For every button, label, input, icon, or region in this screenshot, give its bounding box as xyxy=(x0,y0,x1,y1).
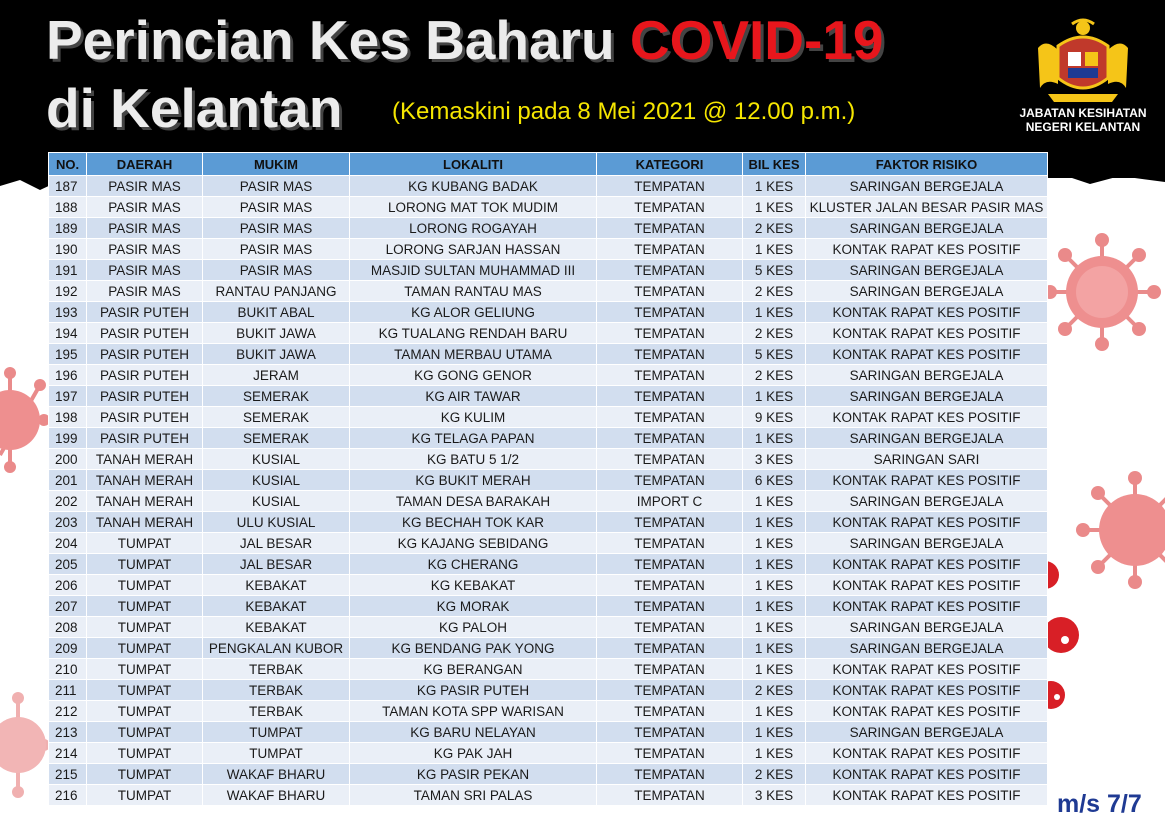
cell-no: 190 xyxy=(49,239,87,260)
cell-bil-kes: 6 KES xyxy=(743,470,806,491)
cell-kategori: TEMPATAN xyxy=(597,596,743,617)
cell-bil-kes: 1 KES xyxy=(743,512,806,533)
cell-mukim: KUSIAL xyxy=(203,470,350,491)
cell-daerah: TUMPAT xyxy=(87,617,203,638)
cell-mukim: TERBAK xyxy=(203,659,350,680)
cell-lokaliti: KG CHERANG xyxy=(350,554,597,575)
cell-daerah: TUMPAT xyxy=(87,596,203,617)
cell-no: 212 xyxy=(49,701,87,722)
cell-daerah: TUMPAT xyxy=(87,680,203,701)
virus-illustration-icon xyxy=(0,690,48,800)
column-header-lokaliti: LOKALITI xyxy=(350,153,597,176)
table-row xyxy=(49,512,1048,533)
cell-faktor-risiko: SARINGAN BERGEJALA xyxy=(806,491,1048,512)
cell-mukim: SEMERAK xyxy=(203,428,350,449)
cell-mukim: WAKAF BHARU xyxy=(203,785,350,806)
cell-faktor-risiko: KONTAK RAPAT KES POSITIF xyxy=(806,344,1048,365)
cell-no: 196 xyxy=(49,365,87,386)
cell-kategori: TEMPATAN xyxy=(597,785,743,806)
cell-faktor-risiko: SARINGAN BERGEJALA xyxy=(806,281,1048,302)
cell-bil-kes: 2 KES xyxy=(743,365,806,386)
cell-lokaliti: KG KEBAKAT xyxy=(350,575,597,596)
cell-mukim: BUKIT JAWA xyxy=(203,323,350,344)
cell-kategori: TEMPATAN xyxy=(597,323,743,344)
cell-daerah: TANAH MERAH xyxy=(87,491,203,512)
column-header-daerah: DAERAH xyxy=(87,153,203,176)
cell-kategori: TEMPATAN xyxy=(597,281,743,302)
department-name xyxy=(1005,106,1161,134)
cell-bil-kes: 1 KES xyxy=(743,491,806,512)
cell-lokaliti: KG KAJANG SEBIDANG xyxy=(350,533,597,554)
cell-no: 195 xyxy=(49,344,87,365)
cell-faktor-risiko: KONTAK RAPAT KES POSITIF xyxy=(806,575,1048,596)
table-row xyxy=(49,575,1048,596)
cell-mukim: PASIR MAS xyxy=(203,176,350,197)
cell-lokaliti: KG PASIR PUTEH xyxy=(350,680,597,701)
cell-daerah: PASIR PUTEH xyxy=(87,344,203,365)
cell-daerah: PASIR MAS xyxy=(87,260,203,281)
cell-bil-kes: 9 KES xyxy=(743,407,806,428)
cell-faktor-risiko: SARINGAN BERGEJALA xyxy=(806,365,1048,386)
column-header-bil-kes: BIL KES xyxy=(743,153,806,176)
table-row xyxy=(49,764,1048,785)
cell-bil-kes: 1 KES xyxy=(743,596,806,617)
cell-daerah: TUMPAT xyxy=(87,638,203,659)
cell-daerah: PASIR PUTEH xyxy=(87,365,203,386)
cell-bil-kes: 3 KES xyxy=(743,449,806,470)
cell-no: 200 xyxy=(49,449,87,470)
page-title-line2: di Kelantan xyxy=(46,77,343,139)
cell-kategori: TEMPATAN xyxy=(597,470,743,491)
cell-no: 216 xyxy=(49,785,87,806)
cell-kategori: TEMPATAN xyxy=(597,260,743,281)
department-line2: NEGERI KELANTAN xyxy=(1025,120,1141,134)
table-row xyxy=(49,344,1048,365)
coat-of-arms-icon xyxy=(1028,18,1138,104)
cell-mukim: PENGKALAN KUBOR xyxy=(203,638,350,659)
cases-table xyxy=(48,152,1048,806)
cell-bil-kes: 1 KES xyxy=(743,239,806,260)
cell-daerah: PASIR MAS xyxy=(87,281,203,302)
cell-kategori: TEMPATAN xyxy=(597,659,743,680)
cell-kategori: TEMPATAN xyxy=(597,407,743,428)
cell-mukim: PASIR MAS xyxy=(203,218,350,239)
cell-bil-kes: 5 KES xyxy=(743,260,806,281)
cell-daerah: TANAH MERAH xyxy=(87,470,203,491)
cell-daerah: PASIR PUTEH xyxy=(87,386,203,407)
cell-lokaliti: KG TELAGA PAPAN xyxy=(350,428,597,449)
cell-kategori: TEMPATAN xyxy=(597,575,743,596)
cell-lokaliti: KG BENDANG PAK YONG xyxy=(350,638,597,659)
cell-faktor-risiko: KONTAK RAPAT KES POSITIF xyxy=(806,680,1048,701)
virus-illustration-icon xyxy=(1075,470,1165,590)
table-row xyxy=(49,428,1048,449)
cell-kategori: TEMPATAN xyxy=(597,365,743,386)
cell-daerah: TUMPAT xyxy=(87,764,203,785)
cell-kategori: TEMPATAN xyxy=(597,512,743,533)
cell-daerah: TANAH MERAH xyxy=(87,449,203,470)
cell-bil-kes: 5 KES xyxy=(743,344,806,365)
cell-lokaliti: TAMAN MERBAU UTAMA xyxy=(350,344,597,365)
table-row xyxy=(49,302,1048,323)
cell-faktor-risiko: KONTAK RAPAT KES POSITIF xyxy=(806,407,1048,428)
cell-bil-kes: 1 KES xyxy=(743,554,806,575)
cell-mukim: KUSIAL xyxy=(203,449,350,470)
column-header-mukim: MUKIM xyxy=(203,153,350,176)
cell-no: 193 xyxy=(49,302,87,323)
cell-mukim: JAL BESAR xyxy=(203,533,350,554)
table-row xyxy=(49,491,1048,512)
cell-faktor-risiko: KONTAK RAPAT KES POSITIF xyxy=(806,323,1048,344)
cell-mukim: SEMERAK xyxy=(203,386,350,407)
cell-bil-kes: 2 KES xyxy=(743,323,806,344)
column-header-no: NO. xyxy=(49,153,87,176)
table-body xyxy=(49,176,1048,806)
updated-date: (Kemaskini pada 8 Mei 2021 @ 12.00 p.m.) xyxy=(392,98,856,125)
cell-kategori: TEMPATAN xyxy=(597,638,743,659)
cell-mukim: BUKIT JAWA xyxy=(203,344,350,365)
cell-kategori: IMPORT C xyxy=(597,491,743,512)
cell-bil-kes: 1 KES xyxy=(743,743,806,764)
cell-no: 197 xyxy=(49,386,87,407)
cell-no: 211 xyxy=(49,680,87,701)
cell-lokaliti: KG AIR TAWAR xyxy=(350,386,597,407)
table-row xyxy=(49,386,1048,407)
table-row xyxy=(49,722,1048,743)
table-row xyxy=(49,323,1048,344)
table-row xyxy=(49,659,1048,680)
cell-faktor-risiko: SARINGAN BERGEJALA xyxy=(806,176,1048,197)
cell-no: 214 xyxy=(49,743,87,764)
cell-lokaliti: TAMAN SRI PALAS xyxy=(350,785,597,806)
cell-kategori: TEMPATAN xyxy=(597,449,743,470)
cell-mukim: KEBAKAT xyxy=(203,596,350,617)
cell-bil-kes: 1 KES xyxy=(743,638,806,659)
cell-mukim: PASIR MAS xyxy=(203,197,350,218)
cell-no: 209 xyxy=(49,638,87,659)
cell-daerah: TUMPAT xyxy=(87,743,203,764)
cell-no: 205 xyxy=(49,554,87,575)
cell-no: 213 xyxy=(49,722,87,743)
cell-daerah: PASIR MAS xyxy=(87,239,203,260)
cell-bil-kes: 1 KES xyxy=(743,302,806,323)
table-row xyxy=(49,365,1048,386)
cell-kategori: TEMPATAN xyxy=(597,722,743,743)
cell-lokaliti: KG PALOH xyxy=(350,617,597,638)
cell-lokaliti: MASJID SULTAN MUHAMMAD III xyxy=(350,260,597,281)
cell-faktor-risiko: SARINGAN BERGEJALA xyxy=(806,260,1048,281)
cell-lokaliti: TAMAN KOTA SPP WARISAN xyxy=(350,701,597,722)
cell-kategori: TEMPATAN xyxy=(597,239,743,260)
cell-faktor-risiko: KONTAK RAPAT KES POSITIF xyxy=(806,596,1048,617)
table-row xyxy=(49,785,1048,806)
cell-no: 208 xyxy=(49,617,87,638)
cell-lokaliti: KG BECHAH TOK KAR xyxy=(350,512,597,533)
cell-kategori: TEMPATAN xyxy=(597,344,743,365)
cell-kategori: TEMPATAN xyxy=(597,680,743,701)
cell-mukim: KUSIAL xyxy=(203,491,350,512)
cell-faktor-risiko: SARINGAN BERGEJALA xyxy=(806,722,1048,743)
cell-daerah: TUMPAT xyxy=(87,785,203,806)
cell-daerah: PASIR PUTEH xyxy=(87,407,203,428)
cell-no: 210 xyxy=(49,659,87,680)
column-header-faktor-risiko: FAKTOR RISIKO xyxy=(806,153,1048,176)
cell-faktor-risiko: SARINGAN BERGEJALA xyxy=(806,638,1048,659)
table-row xyxy=(49,176,1048,197)
cell-daerah: PASIR MAS xyxy=(87,218,203,239)
cell-no: 215 xyxy=(49,764,87,785)
cell-no: 191 xyxy=(49,260,87,281)
cell-no: 206 xyxy=(49,575,87,596)
table-row xyxy=(49,596,1048,617)
cell-faktor-risiko: SARINGAN BERGEJALA xyxy=(806,617,1048,638)
table-row xyxy=(49,533,1048,554)
cell-daerah: TUMPAT xyxy=(87,533,203,554)
cell-lokaliti: LORONG SARJAN HASSAN xyxy=(350,239,597,260)
cell-bil-kes: 1 KES xyxy=(743,659,806,680)
cell-faktor-risiko: KONTAK RAPAT KES POSITIF xyxy=(806,554,1048,575)
cell-daerah: TUMPAT xyxy=(87,575,203,596)
cell-lokaliti: KG BARU NELAYAN xyxy=(350,722,597,743)
cell-lokaliti: KG BUKIT MERAH xyxy=(350,470,597,491)
cell-mukim: WAKAF BHARU xyxy=(203,764,350,785)
cell-mukim: JAL BESAR xyxy=(203,554,350,575)
cell-kategori: TEMPATAN xyxy=(597,302,743,323)
table-row xyxy=(49,260,1048,281)
cell-daerah: PASIR MAS xyxy=(87,176,203,197)
cell-lokaliti: TAMAN DESA BARAKAH xyxy=(350,491,597,512)
cell-mukim: KEBAKAT xyxy=(203,617,350,638)
cell-mukim: ULU KUSIAL xyxy=(203,512,350,533)
cell-lokaliti: LORONG MAT TOK MUDIM xyxy=(350,197,597,218)
cell-bil-kes: 2 KES xyxy=(743,218,806,239)
cell-daerah: TANAH MERAH xyxy=(87,512,203,533)
cell-lokaliti: KG BATU 5 1/2 xyxy=(350,449,597,470)
cell-bil-kes: 1 KES xyxy=(743,428,806,449)
virus-illustration-icon xyxy=(1047,675,1067,715)
cell-faktor-risiko: SARINGAN SARI xyxy=(806,449,1048,470)
cell-bil-kes: 1 KES xyxy=(743,533,806,554)
cell-mukim: RANTAU PANJANG xyxy=(203,281,350,302)
cell-mukim: JERAM xyxy=(203,365,350,386)
cell-kategori: TEMPATAN xyxy=(597,764,743,785)
table-row xyxy=(49,554,1048,575)
cell-lokaliti: KG BERANGAN xyxy=(350,659,597,680)
cell-bil-kes: 1 KES xyxy=(743,197,806,218)
cell-faktor-risiko: SARINGAN BERGEJALA xyxy=(806,428,1048,449)
table-row xyxy=(49,701,1048,722)
cell-no: 204 xyxy=(49,533,87,554)
cell-bil-kes: 2 KES xyxy=(743,680,806,701)
cell-mukim: TUMPAT xyxy=(203,743,350,764)
cell-mukim: PASIR MAS xyxy=(203,239,350,260)
cell-no: 189 xyxy=(49,218,87,239)
cell-lokaliti: TAMAN RANTAU MAS xyxy=(350,281,597,302)
cell-lokaliti: KG PAK JAH xyxy=(350,743,597,764)
cell-bil-kes: 1 KES xyxy=(743,701,806,722)
cell-bil-kes: 1 KES xyxy=(743,575,806,596)
cell-mukim: BUKIT ABAL xyxy=(203,302,350,323)
table-header-row xyxy=(49,153,1048,176)
cell-faktor-risiko: KONTAK RAPAT KES POSITIF xyxy=(806,302,1048,323)
table-row xyxy=(49,197,1048,218)
virus-illustration-icon xyxy=(0,365,48,475)
table-row xyxy=(49,470,1048,491)
department-line1: JABATAN KESIHATAN xyxy=(1019,106,1147,120)
cell-kategori: TEMPATAN xyxy=(597,176,743,197)
cell-no: 192 xyxy=(49,281,87,302)
cell-mukim: PASIR MAS xyxy=(203,260,350,281)
cell-faktor-risiko: SARINGAN BERGEJALA xyxy=(806,533,1048,554)
cell-no: 202 xyxy=(49,491,87,512)
virus-illustration-icon xyxy=(1042,232,1162,352)
cell-lokaliti: KG KULIM xyxy=(350,407,597,428)
cell-bil-kes: 2 KES xyxy=(743,281,806,302)
cell-daerah: TUMPAT xyxy=(87,701,203,722)
title-covid: COVID-19 xyxy=(629,9,884,71)
cell-faktor-risiko: KONTAK RAPAT KES POSITIF xyxy=(806,743,1048,764)
table-row xyxy=(49,743,1048,764)
cell-lokaliti: KG TUALANG RENDAH BARU xyxy=(350,323,597,344)
cell-bil-kes: 3 KES xyxy=(743,785,806,806)
cell-lokaliti: KG ALOR GELIUNG xyxy=(350,302,597,323)
cell-no: 187 xyxy=(49,176,87,197)
cell-faktor-risiko: KONTAK RAPAT KES POSITIF xyxy=(806,785,1048,806)
table-row xyxy=(49,218,1048,239)
cell-no: 203 xyxy=(49,512,87,533)
table-row xyxy=(49,617,1048,638)
table-row xyxy=(49,407,1048,428)
cell-bil-kes: 1 KES xyxy=(743,386,806,407)
cell-faktor-risiko: SARINGAN BERGEJALA xyxy=(806,386,1048,407)
cell-daerah: PASIR MAS xyxy=(87,197,203,218)
cell-faktor-risiko: KONTAK RAPAT KES POSITIF xyxy=(806,239,1048,260)
virus-illustration-icon xyxy=(1047,610,1079,660)
cell-mukim: TERBAK xyxy=(203,680,350,701)
cell-mukim: TERBAK xyxy=(203,701,350,722)
cell-bil-kes: 1 KES xyxy=(743,176,806,197)
cell-bil-kes: 2 KES xyxy=(743,764,806,785)
cell-faktor-risiko: KONTAK RAPAT KES POSITIF xyxy=(806,764,1048,785)
table-row xyxy=(49,638,1048,659)
cell-daerah: PASIR PUTEH xyxy=(87,302,203,323)
table-row xyxy=(49,281,1048,302)
cell-no: 194 xyxy=(49,323,87,344)
table-row xyxy=(49,239,1048,260)
cell-lokaliti: KG PASIR PEKAN xyxy=(350,764,597,785)
cell-daerah: TUMPAT xyxy=(87,659,203,680)
cell-no: 199 xyxy=(49,428,87,449)
cell-lokaliti: LORONG ROGAYAH xyxy=(350,218,597,239)
cell-mukim: KEBAKAT xyxy=(203,575,350,596)
title-part1: Perincian Kes Baharu xyxy=(46,9,615,71)
table-row xyxy=(49,449,1048,470)
cell-faktor-risiko: KLUSTER JALAN BESAR PASIR MAS xyxy=(806,197,1048,218)
cell-mukim: SEMERAK xyxy=(203,407,350,428)
cell-faktor-risiko: KONTAK RAPAT KES POSITIF xyxy=(806,512,1048,533)
cell-kategori: TEMPATAN xyxy=(597,554,743,575)
cell-lokaliti: KG KUBANG BADAK xyxy=(350,176,597,197)
cell-daerah: PASIR PUTEH xyxy=(87,428,203,449)
cell-no: 207 xyxy=(49,596,87,617)
cell-mukim: TUMPAT xyxy=(203,722,350,743)
cell-no: 198 xyxy=(49,407,87,428)
cell-kategori: TEMPATAN xyxy=(597,386,743,407)
page-title-line1 xyxy=(46,8,884,72)
cell-kategori: TEMPATAN xyxy=(597,218,743,239)
cell-daerah: TUMPAT xyxy=(87,554,203,575)
cell-daerah: TUMPAT xyxy=(87,722,203,743)
cell-daerah: PASIR PUTEH xyxy=(87,323,203,344)
column-header-kategori: KATEGORI xyxy=(597,153,743,176)
cell-kategori: TEMPATAN xyxy=(597,743,743,764)
cell-kategori: TEMPATAN xyxy=(597,197,743,218)
cell-lokaliti: KG MORAK xyxy=(350,596,597,617)
cell-no: 188 xyxy=(49,197,87,218)
cell-faktor-risiko: SARINGAN BERGEJALA xyxy=(806,218,1048,239)
cell-kategori: TEMPATAN xyxy=(597,428,743,449)
cell-kategori: TEMPATAN xyxy=(597,617,743,638)
cell-bil-kes: 1 KES xyxy=(743,722,806,743)
cell-faktor-risiko: KONTAK RAPAT KES POSITIF xyxy=(806,470,1048,491)
page-number: m/s 7/7 xyxy=(1057,790,1142,818)
cell-kategori: TEMPATAN xyxy=(597,533,743,554)
cell-no: 201 xyxy=(49,470,87,491)
cell-bil-kes: 1 KES xyxy=(743,617,806,638)
cell-faktor-risiko: KONTAK RAPAT KES POSITIF xyxy=(806,659,1048,680)
cell-lokaliti: KG GONG GENOR xyxy=(350,365,597,386)
cell-faktor-risiko: KONTAK RAPAT KES POSITIF xyxy=(806,701,1048,722)
table-row xyxy=(49,680,1048,701)
cell-kategori: TEMPATAN xyxy=(597,701,743,722)
